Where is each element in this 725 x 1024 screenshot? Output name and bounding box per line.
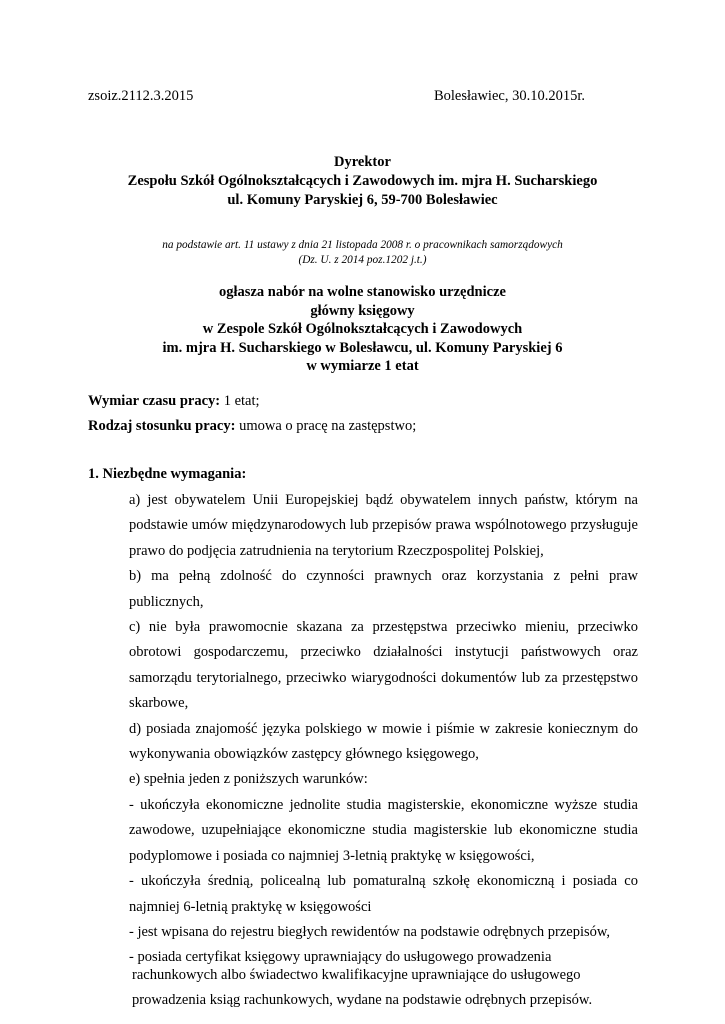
legal-basis-citation: (Dz. U. z 2014 poz.1202 j.t.): [298, 253, 427, 266]
working-time-label: Wymiar czasu pracy:: [88, 393, 221, 409]
announcement-block: [60, 283, 665, 376]
working-time-field: [88, 393, 260, 410]
announcement-line: ogłasza nabór na wolne stanowisko urzędnicze: [219, 284, 506, 300]
continuation-line: rachunkowych albo świadectwo kwalifikacyjne uprawniające do usługowego: [132, 967, 581, 983]
section-title-requirements: 1. Niezbędne wymagania:: [88, 466, 247, 482]
place-and-date: Bolesławiec, 30.10.2015r.: [433, 88, 585, 104]
requirement-item: - ukończyła ekonomiczne jednolite studia magisterskie, ekonomiczne wyższe studia zawodowe, uzupełniające ekonomiczne studia magisterskie lub ekonomiczne studia podyplomowe i posiada co najmniej 3-letnią praktykę w księgowości,: [129, 796, 638, 864]
document-header: [88, 88, 585, 105]
legal-basis-line: na podstawie art. 11 ustawy z dnia 21 listopada 2008 r. o pracownikach samorządowych: [162, 239, 563, 251]
requirement-item: - jest wpisana do rejestru biegłych rewidentów na podstawie odrębnych przepisów,: [129, 923, 611, 940]
organization-name: Zespołu Szkół Ogólnokształcących i Zawodowych im. mjra H. Sucharskiego: [127, 173, 598, 189]
continuation-line: prowadzenia ksiąg rachunkowych, wydane na podstawie odrębnych przepisów.: [132, 992, 593, 1009]
requirement-item: - ukończyła średnią, policealną lub pomaturalną szkołę ekonomiczną i posiada co najmniej 6-letnią praktykę w księgowości: [129, 873, 638, 915]
requirement-continuation: [132, 963, 638, 1014]
requirement-item: b) ma pełną zdolność do czynności prawnych oraz korzystania z pełni praw publicznych,: [129, 568, 638, 610]
employment-type-field: [88, 418, 416, 435]
requirement-item: c) nie była prawomocnie skazana za przestępstwa przeciwko mieniu, przeciwko obrotowi gospodarczemu, przeciwko działalności instytucji państwowych oraz samorządu terytorialnego, przeciwko wiarygodności dokumentów lub za przestępstwo skarbowe,: [129, 619, 638, 712]
employment-type-value: umowa o pracę na zastępstwo;: [235, 418, 417, 434]
requirements-list: [129, 488, 638, 971]
requirement-item: a) jest obywatelem Unii Europejskiej bądź obywatelem innych państw, którym na podstawie umów międzynarodowych lub przepisów prawa wspólnotowego przysługuje prawo do podjęcia zatrudnienia na terytorium Rzeczpospolitej Polskiej,: [129, 492, 638, 559]
requirement-item: d) posiada znajomość języka polskiego w mowie i piśmie w zakresie koniecznym do wykonywania obowiązków zastępcy głównego księgowego,: [129, 720, 638, 763]
announcement-line: im. mjra H. Sucharskiego w Bolesławcu, ul. Komuny Paryskiej 6: [162, 339, 563, 356]
requirement-item: e) spełnia jeden z poniższych warunków:: [129, 771, 368, 788]
reference-number: zsoiz.2112.3.2015: [88, 88, 194, 104]
organization-block: [60, 153, 665, 210]
employment-type-label: Rodzaj stosunku pracy:: [88, 418, 236, 434]
requirement-item: - posiada certyfikat księgowy uprawniający do usługowego prowadzenia: [129, 949, 552, 966]
announcement-line: w Zespole Szkół Ogólnokształcących i Zawodowych: [202, 321, 523, 337]
legal-basis: [60, 238, 665, 267]
announcement-line: w wymiarze 1 etat: [306, 358, 419, 374]
organization-address: ul. Komuny Paryskiej 6, 59-700 Bolesławiec: [227, 192, 498, 208]
working-time-value: 1 etat;: [220, 393, 260, 409]
position-title: główny księgowy: [310, 302, 415, 319]
organization-title: Dyrektor: [334, 154, 391, 170]
